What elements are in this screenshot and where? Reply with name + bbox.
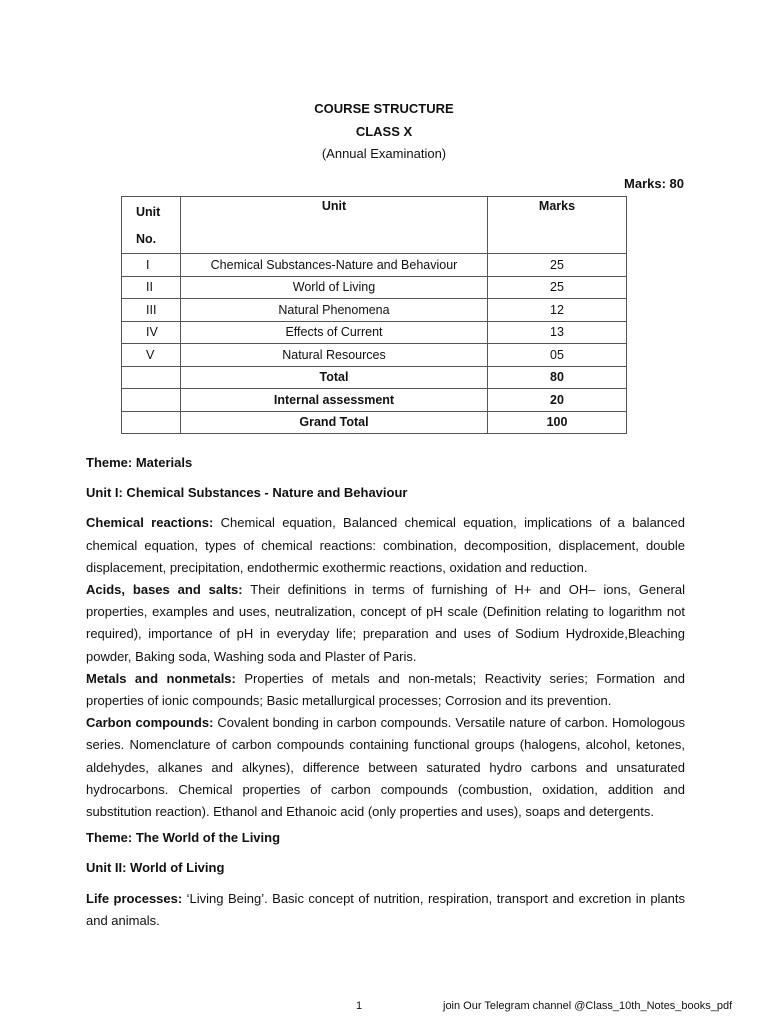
unit-name-cell: Natural Resources [181,344,488,367]
life-processes-label: Life processes: [86,890,183,906]
grand-total-marks: 100 [488,411,627,434]
telegram-footer-note: join Our Telegram channel @Class_10th_Notes_books_pdf [443,1000,733,1012]
empty-cell [122,411,181,434]
table-row [122,299,627,322]
grand-total-row [122,411,627,434]
course-structure-table [121,196,627,434]
acids-bases-paragraph: Acids, bases and salts: Their definitions in terms of furnishing of H+ and OH– ions, General properties, examples and uses, neutralization, concept of pH scale (Definition relating to logarithm not required), importance of pH in everyday life; preparation and uses of Sodium Hydroxide,Bleaching powder, Baking soda, Washing soda and Plaster of Paris. [86,582,686,664]
page-number: 1 [356,1000,363,1012]
chemical-reactions-label: Chemical reactions: [86,515,214,531]
marks-cell: 25 [488,254,627,277]
total-label: Total [181,366,488,389]
empty-cell [122,366,181,389]
unit-name-cell: Natural Phenomena [181,299,488,322]
theme-materials-heading: Theme: Materials [86,455,193,470]
grand-total-label: Grand Total [181,411,488,434]
table-row [122,276,627,299]
carbon-compounds-label: Carbon compounds: [86,715,214,731]
unit-no-cell: IV [122,321,181,344]
unit-no-cell: V [122,344,181,367]
unit-name-cell: Effects of Current [181,321,488,344]
internal-assessment-label: Internal assessment [181,389,488,412]
marks-header: Marks [488,197,627,254]
unit-no-cell: III [122,299,181,322]
internal-assessment-row [122,389,627,412]
chemical-reactions-paragraph: Chemical reactions: Chemical equation, Balanced chemical equation, implications of a balanced chemical equation, types of chemical reactions: combination, decomposition, displacement, double displacement, precipitation, endothermic exothermic reactions, oxidation and reduction. [86,515,685,575]
marks-cell: 13 [488,321,627,344]
unit-name-cell: Chemical Substances-Nature and Behaviour [181,254,488,277]
table-row [122,321,627,344]
unit-header: Unit [181,197,488,254]
acids-bases-label: Acids, bases and salts: [86,582,243,598]
marks-cell: 25 [488,276,627,299]
exam-heading: (Annual Examination) [321,146,447,161]
class-heading: CLASS X [355,124,413,139]
metals-label: Metals and nonmetals: [86,670,236,686]
table-row [122,254,627,277]
life-processes-paragraph: Life processes: ‘Living Being’. Basic concept of nutrition, respiration, transport and excretion in plants and animals. [86,890,686,928]
metals-paragraph: Metals and nonmetals: Properties of metals and non-metals; Reactivity series; Formation and properties of ionic compounds; Basic metallurgical processes; Corrosion and its prevention. [86,670,686,709]
total-marks: 80 [488,366,627,389]
syllabus-content [86,452,685,932]
total-row [122,366,627,389]
internal-assessment-marks: 20 [488,389,627,412]
carbon-compounds-paragraph: Carbon compounds: Covalent bonding in carbon compounds. Versatile nature of carbon. Homologous series. Nomenclature of carbon compounds containing functional groups (halogens, alcohol, ketones, aldehydes, alkanes and alkynes), difference between saturated hydro carbons and unsaturated hydrocarbons. Chemical properties of carbon compounds (combustion, oxidation, addition and substitution reaction). Ethanol and Ethanoic acid (only properties and uses), soaps and detergents. [86,715,685,820]
theme-living-heading: Theme: The World of the Living [86,830,281,846]
unit-1-heading: Unit I: Chemical Substances - Nature and Behaviour [86,485,408,501]
table-row [122,344,627,367]
course-structure-title: COURSE STRUCTURE [314,101,454,116]
marks-cell: 12 [488,299,627,322]
table-header-row [122,197,627,254]
unit-no-cell: I [122,254,181,277]
unit-name-cell: World of Living [181,276,488,299]
unit-2-heading: Unit II: World of Living [86,860,225,876]
unit-no-header: Unit No. [122,197,181,254]
empty-cell [122,389,181,412]
total-marks-label: Marks: 80 [624,176,684,191]
unit-no-cell: II [122,276,181,299]
marks-cell: 05 [488,344,627,367]
